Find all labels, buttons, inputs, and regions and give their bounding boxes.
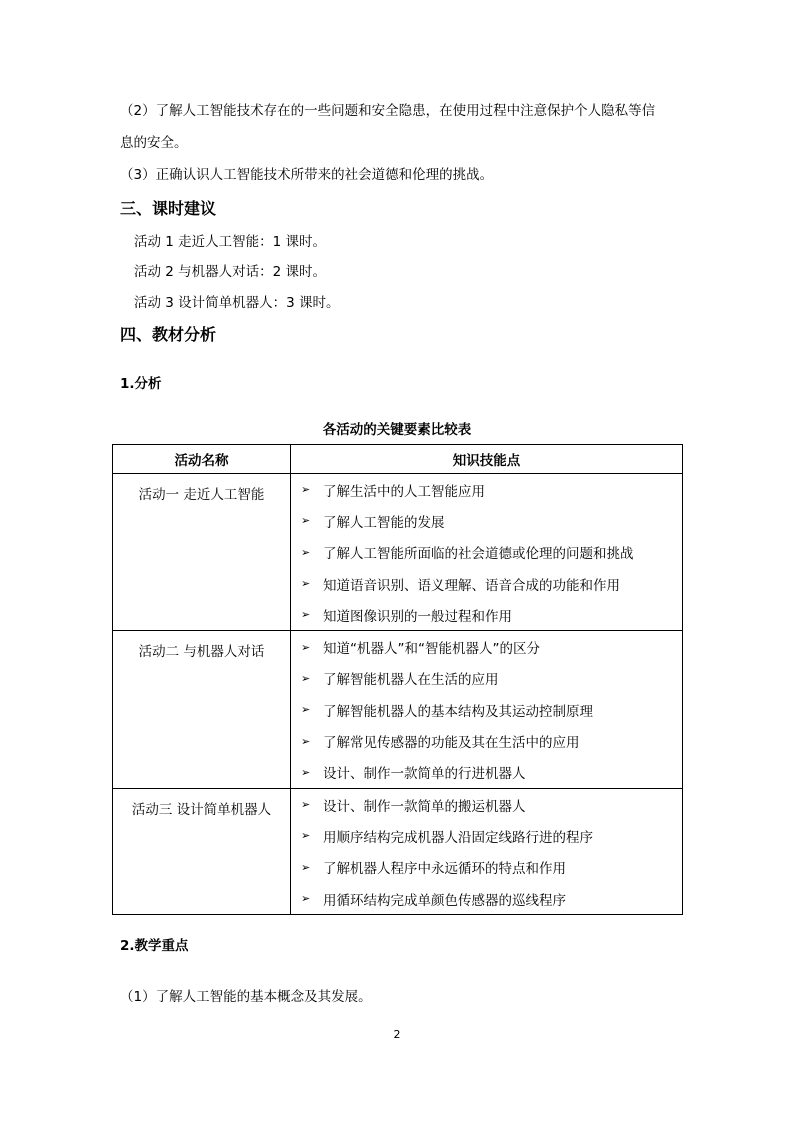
arrow-bullet-icon: ➢ xyxy=(301,545,311,559)
schedule-item-1: 活动 1 走近人工智能：1 课时。 xyxy=(134,234,327,250)
arrow-bullet-icon: ➢ xyxy=(301,483,311,497)
arrow-bullet-icon: ➢ xyxy=(301,577,311,591)
section-3-heading: 三、课时建议 xyxy=(120,199,217,218)
schedule-item-2: 活动 2 与机器人对话：2 课时。 xyxy=(134,264,327,280)
skill-points xyxy=(291,631,683,788)
column-header-activity: 活动名称 xyxy=(113,445,291,474)
section-4-heading: 四、教材分析 xyxy=(120,325,217,344)
arrow-bullet-icon: ➢ xyxy=(301,734,311,748)
activity-name: 活动三 设计简单机器人 xyxy=(113,788,291,914)
table-header-row xyxy=(113,445,683,474)
page-number: 2 xyxy=(393,1028,401,1041)
arrow-bullet-icon: ➢ xyxy=(301,671,311,685)
list-item: ➢ 了解智能机器人在生活的应用 xyxy=(301,671,499,689)
list-item: ➢ 了解人工智能的发展 xyxy=(301,514,445,531)
arrow-bullet-icon: ➢ xyxy=(301,514,311,528)
list-item: ➢ 知道图像识别的一般过程和作用 xyxy=(301,608,512,625)
arrow-bullet-icon: ➢ xyxy=(301,860,311,874)
list-item: ➢ 了解生活中的人工智能应用 xyxy=(301,483,485,500)
arrow-bullet-icon: ➢ xyxy=(301,640,311,654)
subsection-analysis: 1.分析 xyxy=(120,376,162,392)
list-item: ➢ 了解常见传感器的功能及其在生活中的应用 xyxy=(301,734,580,752)
table-row xyxy=(113,788,683,914)
column-header-skills: 知识技能点 xyxy=(291,445,683,474)
paragraph-3: （3）正确认识人工智能技术所带来的社会道德和伦理的挑战。 xyxy=(120,167,494,183)
list-item: ➢ 了解人工智能所面临的社会道德或伦理的问题和挑战 xyxy=(301,545,634,563)
table-row xyxy=(113,474,683,631)
list-item: ➢ 设计、制作一款简单的行进机器人 xyxy=(301,765,526,783)
list-item: ➢ 了解智能机器人的基本结构及其运动控制原理 xyxy=(301,703,593,720)
list-item: ➢ 知道语音识别、语义理解、语音合成的功能和作用 xyxy=(301,577,620,594)
paragraph-2-line-1: （2）了解人工智能技术存在的一些问题和安全隐患，在使用过程中注意保护个人隐私等信 xyxy=(120,103,656,119)
subsection-teaching-focus: 2.教学重点 xyxy=(120,938,189,954)
arrow-bullet-icon: ➢ xyxy=(301,892,311,905)
arrow-bullet-icon: ➢ xyxy=(301,608,311,622)
activity-name: 活动一 走近人工智能 xyxy=(113,474,291,631)
arrow-bullet-icon: ➢ xyxy=(301,798,311,812)
arrow-bullet-icon: ➢ xyxy=(301,765,311,779)
skill-points xyxy=(291,788,683,914)
schedule-item-3: 活动 3 设计简单机器人：3 课时。 xyxy=(134,295,340,311)
list-item: ➢ 用顺序结构完成机器人沿固定线路行进的程序 xyxy=(301,829,593,846)
key-point-1: （1）了解人工智能的基本概念及其发展。 xyxy=(120,989,372,1005)
activity-name: 活动二 与机器人对话 xyxy=(113,631,291,788)
list-item: ➢ 了解机器人程序中永远循环的特点和作用 xyxy=(301,860,566,878)
list-item: ➢ 用循环结构完成单颜色传感器的巡线程序 xyxy=(301,892,566,909)
list-item: ➢ 设计、制作一款简单的搬运机器人 xyxy=(301,798,526,815)
arrow-bullet-icon: ➢ xyxy=(301,829,311,843)
list-item: ➢ 知道“机器人”和“智能机器人”的区分 xyxy=(301,640,540,658)
table-caption: 各活动的关键要素比较表 xyxy=(322,422,472,438)
arrow-bullet-icon: ➢ xyxy=(301,703,311,717)
key-elements-table xyxy=(112,444,683,915)
table-row xyxy=(113,631,683,788)
skill-points xyxy=(291,474,683,631)
paragraph-2-line-2: 息的安全。 xyxy=(120,135,188,151)
